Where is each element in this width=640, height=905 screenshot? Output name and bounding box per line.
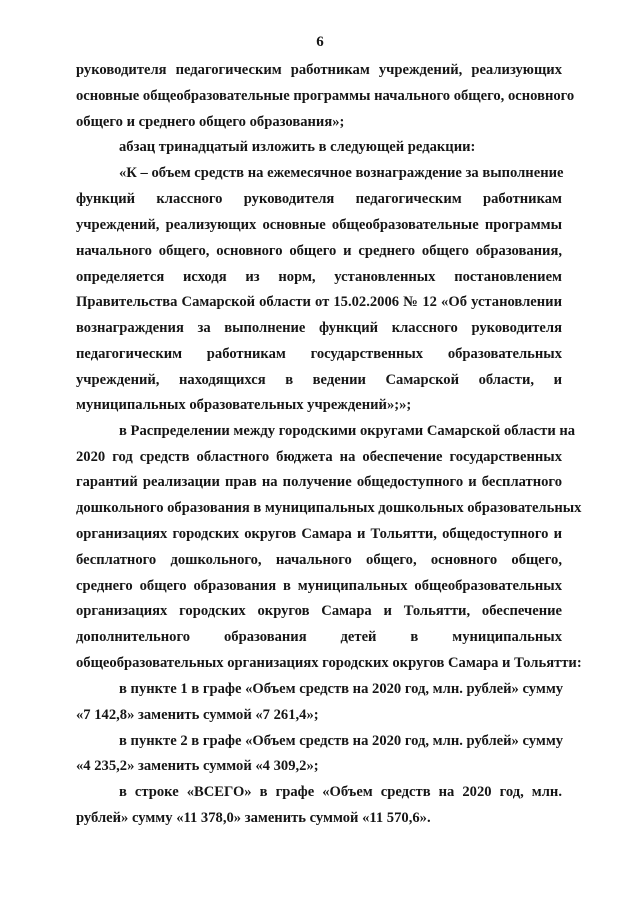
- text-line: общего и среднего общего образования»;: [76, 114, 345, 130]
- text-line: в Распределении между городскими округами Самарской области на: [119, 423, 576, 439]
- text-line: среднего общего образования в муниципальных общеобразовательных: [76, 578, 562, 594]
- text-line: в пункте 1 в графе «Объем средств на 2020 год, млн. рублей» сумму: [119, 681, 564, 697]
- text-line: в строке «ВСЕГО» в графе «Объем средств на 2020 год, млн.: [119, 784, 562, 800]
- text-line: абзац тринадцатый изложить в следующей редакции:: [119, 139, 476, 155]
- text-line: учреждений, реализующих основные общеобразовательные программы: [76, 217, 562, 233]
- text-line: бесплатного дошкольного, начального общего, основного общего,: [76, 552, 562, 568]
- text-line: вознаграждения за выполнение функций классного руководителя: [76, 320, 562, 336]
- text-line: начального общего, основного общего и среднего общего образования,: [76, 243, 562, 259]
- text-line: гарантий реализации прав на получение общедоступного и бесплатного: [76, 474, 562, 490]
- text-line: учреждений, находящихся в ведении Самарской области, и: [76, 372, 562, 388]
- page-number: 6: [316, 34, 324, 50]
- text-line: «4 235,2» заменить суммой «4 309,2»;: [76, 758, 319, 774]
- text-line: основные общеобразовательные программы начального общего, основного: [76, 88, 575, 104]
- text-line: педагогическим работникам государственных образовательных: [76, 346, 562, 362]
- text-line: дополнительного образования детей в муниципальных: [76, 629, 562, 645]
- text-line: организациях городских округов Самара и Тольятти, общедоступного и: [76, 526, 562, 542]
- text-line: руководителя педагогическим работникам учреждений, реализующих: [76, 62, 562, 78]
- text-line: «7 142,8» заменить суммой «7 261,4»;: [76, 707, 319, 723]
- text-line: общеобразовательных организациях городских округов Самара и Тольятти:: [76, 655, 582, 671]
- text-line: «К – объем средств на ежемесячное вознаграждение за выполнение: [119, 165, 564, 181]
- text-line: в пункте 2 в графе «Объем средств на 2020 год, млн. рублей» сумму: [119, 733, 564, 749]
- text-line: организациях городских округов Самара и Тольятти, обеспечение: [76, 603, 562, 619]
- text-line: дошкольного образования в муниципальных дошкольных образовательных: [76, 500, 582, 516]
- text-line: 2020 год средств областного бюджета на обеспечение государственных: [76, 449, 562, 465]
- text-line: муниципальных образовательных учреждений»;»;: [76, 397, 412, 413]
- text-line: определяется исходя из норм, установленных постановлением: [76, 269, 562, 285]
- text-line: Правительства Самарской области от 15.02.2006 № 12 «Об установлении: [76, 294, 562, 310]
- text-line: рублей» сумму «11 378,0» заменить суммой «11 570,6».: [76, 810, 431, 826]
- text-line: функций классного руководителя педагогическим работникам: [76, 191, 562, 207]
